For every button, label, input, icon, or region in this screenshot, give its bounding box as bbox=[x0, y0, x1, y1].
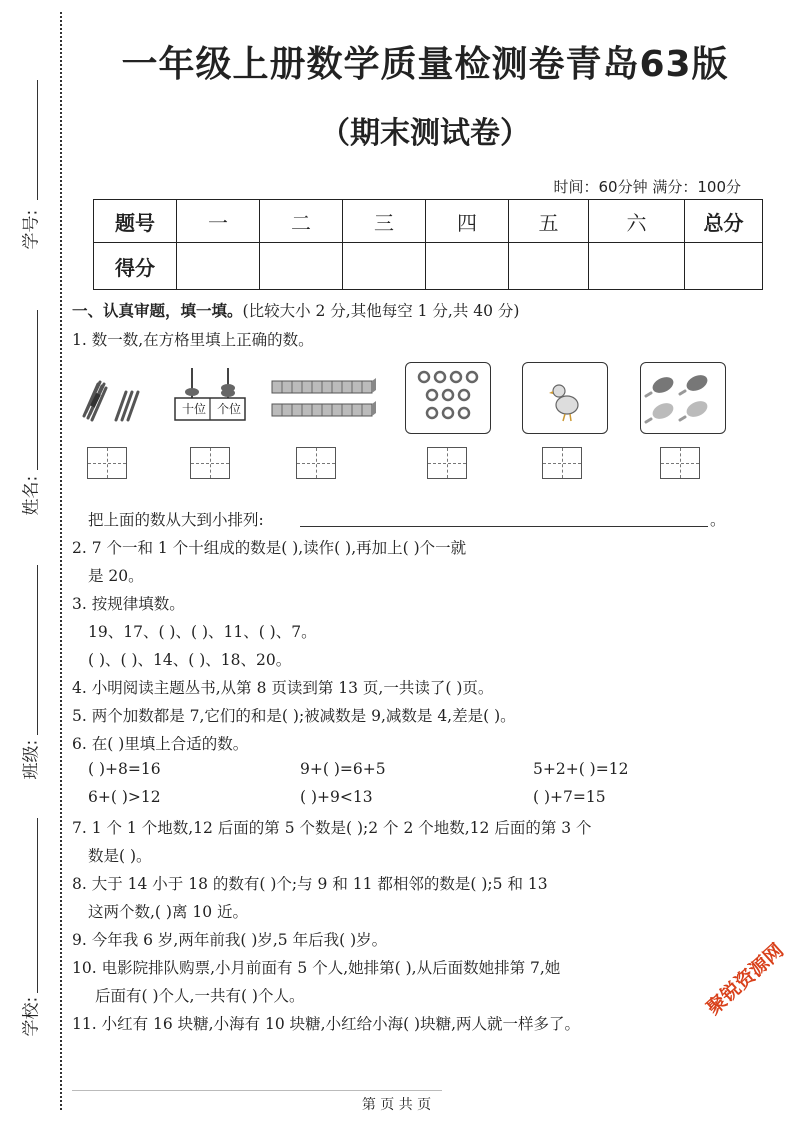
drumsticks-picture-frame bbox=[640, 362, 726, 434]
drumsticks-icon bbox=[641, 363, 725, 433]
page-subtitle: （期末测试卷） bbox=[320, 116, 530, 151]
section-note: (比较大小 2 分,其他每空 1 分,共 40 分) bbox=[242, 302, 520, 320]
time-info: 时间：60分钟 满分：100分 bbox=[553, 178, 741, 196]
question-6-item: ( )+7=15 bbox=[533, 788, 606, 806]
flowers-icon bbox=[406, 363, 490, 433]
score-cell[interactable] bbox=[177, 243, 260, 290]
abacus-ones-label: 个位 bbox=[216, 402, 241, 416]
chicken-picture-frame bbox=[522, 362, 608, 434]
score-table-score-row bbox=[94, 243, 763, 290]
table-cell: 三 bbox=[343, 200, 426, 243]
table-cell: 六 bbox=[589, 200, 685, 243]
table-cell: 二 bbox=[260, 200, 343, 243]
score-cell[interactable] bbox=[426, 243, 509, 290]
question-8a: 8. 大于 14 小于 18 的数有( )个;与 9 和 11 都相邻的数是( );5 和 13 bbox=[72, 875, 548, 893]
question-3b: ( )、( )、14、( )、18、20。 bbox=[88, 651, 292, 669]
question-6-item: 5+2+( )=12 bbox=[533, 760, 629, 778]
question-2a: 2. 7 个一和 1 个十组成的数是( ),读作( ),再加上( )个一就 bbox=[72, 539, 467, 557]
question-10a: 10. 电影院排队购票,小月前面有 5 个人,她排第( ),从后面数她排第 7,她 bbox=[72, 959, 561, 977]
question-6-item: 9+( )=6+5 bbox=[300, 760, 386, 778]
table-cell: 四 bbox=[426, 200, 509, 243]
table-cell: 得分 bbox=[94, 243, 177, 290]
question-4: 4. 小明阅读主题丛书,从第 8 页读到第 13 页,一共读了( )页。 bbox=[72, 679, 494, 697]
class-label: 班级: bbox=[21, 739, 42, 780]
binding-dashed-line bbox=[60, 12, 62, 1110]
question-5: 5. 两个加数都是 7,它们的和是( );被减数是 9,减数是 4,差是( )。 bbox=[72, 707, 516, 725]
table-cell: 一 bbox=[177, 200, 260, 243]
question-3a: 19、17、( )、( )、11、( )、7。 bbox=[88, 623, 317, 641]
score-cell[interactable] bbox=[260, 243, 343, 290]
question-7b: 数是( )。 bbox=[88, 847, 152, 865]
ordering-period: 。 bbox=[710, 511, 726, 529]
section-heading bbox=[72, 299, 519, 321]
question-9: 9. 今年我 6 岁,两年前我( )岁,5 年后我( )岁。 bbox=[72, 931, 388, 949]
score-cell[interactable] bbox=[509, 243, 589, 290]
ordering-prompt: 把上面的数从大到小排列: bbox=[88, 511, 264, 529]
name-label: 姓名: bbox=[21, 475, 42, 516]
question-11: 11. 小红有 16 块糖,小海有 10 块糖,小红给小海( )块糖,两人就一样多了。 bbox=[72, 1015, 581, 1033]
page-footer: 第 页 共 页 bbox=[361, 1097, 432, 1113]
score-cell[interactable] bbox=[589, 243, 685, 290]
table-cell: 总分 bbox=[685, 200, 763, 243]
table-cell: 五 bbox=[509, 200, 589, 243]
question-6-item: ( )+9<13 bbox=[300, 788, 373, 806]
class-line bbox=[37, 565, 38, 735]
page-title: 一年级上册数学质量检测卷青岛63版 bbox=[121, 44, 729, 85]
question-6-item: 6+( )>12 bbox=[88, 788, 161, 806]
question-6: 6. 在( )里填上合适的数。 bbox=[72, 735, 249, 753]
answer-grid-box[interactable] bbox=[542, 447, 582, 479]
table-cell: 题号 bbox=[94, 200, 177, 243]
score-table bbox=[93, 199, 763, 290]
answer-grid-box[interactable] bbox=[190, 447, 230, 479]
cube-bars-icon bbox=[270, 378, 378, 422]
answer-grid-box[interactable] bbox=[87, 447, 127, 479]
answer-grid-box[interactable] bbox=[427, 447, 467, 479]
question-7a: 7. 1 个 1 个地数,12 后面的第 5 个数是( );2 个 2 个地数,12 后面的第 3 个 bbox=[72, 819, 592, 837]
section-title: 一、认真审题，填一填。 bbox=[72, 301, 243, 320]
answer-grid-box[interactable] bbox=[296, 447, 336, 479]
chicken-icon bbox=[523, 363, 607, 433]
score-cell[interactable] bbox=[343, 243, 426, 290]
footer-rule bbox=[72, 1090, 442, 1091]
abacus-tens-label: 十位 bbox=[181, 402, 206, 416]
answer-grid-box[interactable] bbox=[660, 447, 700, 479]
question-6-item: ( )+8=16 bbox=[88, 760, 161, 778]
watermark: 聚锐资源网 bbox=[702, 939, 789, 1020]
question-8b: 这两个数,( )离 10 近。 bbox=[88, 903, 249, 921]
question-3: 3. 按规律填数。 bbox=[72, 595, 185, 613]
stick-bundle-icon bbox=[80, 380, 148, 424]
question-2b: 是 20。 bbox=[88, 567, 144, 585]
score-cell[interactable] bbox=[685, 243, 763, 290]
school-label: 学校: bbox=[21, 996, 42, 1037]
question-1: 1. 数一数,在方格里填上正确的数。 bbox=[72, 331, 314, 349]
school-line bbox=[37, 818, 38, 993]
student-id-line bbox=[37, 80, 38, 200]
question-10b: 后面有( )个人,一共有( )个人。 bbox=[95, 987, 305, 1005]
student-id-label: 学号: bbox=[21, 209, 42, 250]
score-table-header-row bbox=[94, 200, 763, 243]
flowers-picture-frame bbox=[405, 362, 491, 434]
ordering-answer-line[interactable] bbox=[300, 526, 708, 527]
name-line bbox=[37, 310, 38, 470]
